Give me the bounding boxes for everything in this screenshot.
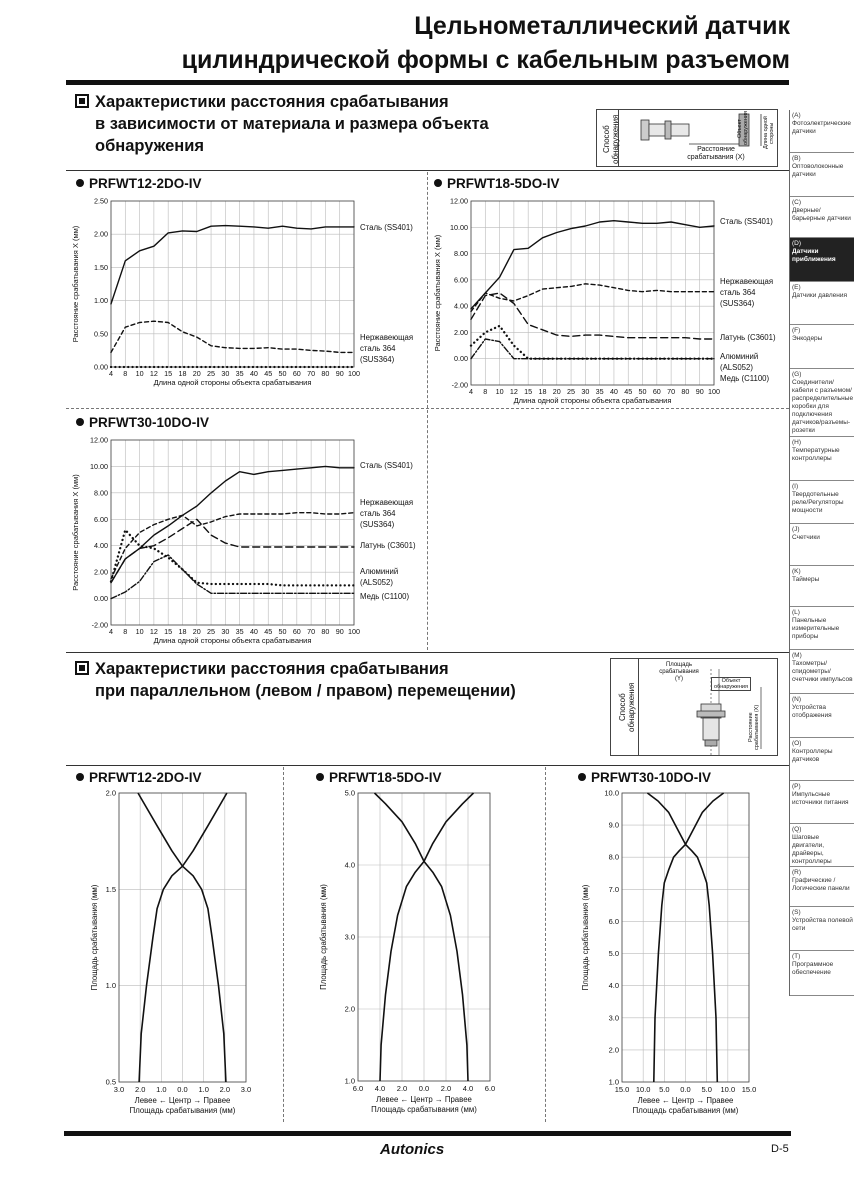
diagram1-side-label: Длина одной стороны [763, 116, 775, 150]
sidebar-item-label: Программное обеспечение [792, 961, 834, 976]
x-tick-label: 80 [321, 369, 330, 378]
x-axis-direction-label: Левее ← Центр → Правее [376, 1095, 472, 1104]
x-axis-direction-label: Левее ← Центр → Правее [134, 1096, 231, 1105]
chart4-title: PRFWT12-2DO-IV [76, 770, 202, 785]
series-label: Алюминий [360, 567, 399, 576]
x-tick-label: 45 [624, 387, 633, 396]
series-label: Медь (C1100) [720, 374, 770, 383]
series-label: (SUS364) [720, 299, 755, 308]
x-tick-label: 10 [495, 387, 504, 396]
y-tick-label: 5.0 [344, 788, 355, 798]
x-tick-label: 6.0 [352, 1084, 364, 1093]
x-tick-label: 3.0 [240, 1085, 252, 1094]
sidebar-item[interactable] [790, 694, 854, 738]
y-tick-label: 6.0 [608, 916, 619, 926]
sidebar-item[interactable] [790, 824, 854, 867]
y-tick-label: 1.0 [344, 1076, 355, 1086]
x-tick-label: 100 [708, 387, 720, 396]
sidebar-item[interactable] [790, 524, 854, 566]
series-label: Латунь (C3601) [720, 333, 776, 342]
sidebar-item-code: (I) [792, 483, 799, 490]
x-tick-label: 90 [335, 627, 344, 636]
x-tick-label: 60 [292, 627, 301, 636]
x-tick-label: 40 [609, 387, 618, 396]
x-tick-label: 10 [135, 369, 144, 378]
y-tick-label: 0.00 [94, 362, 108, 372]
x-tick-label: 15.0 [741, 1085, 757, 1094]
sidebar-nav [789, 110, 854, 996]
x-tick-label: 12 [509, 387, 518, 396]
x-tick-label: 2.0 [134, 1085, 146, 1094]
x-tick-label: 0.0 [680, 1085, 691, 1094]
y-tick-label: 4.0 [608, 981, 619, 991]
series-label: Сталь (SS401) [360, 461, 413, 470]
y-tick-label: 2.0 [105, 788, 116, 798]
diagram2-method-label: Способ обнаружения [618, 682, 636, 732]
sidebar-item-label: Температурные контроллеры [792, 447, 840, 462]
x-tick-label: 35 [235, 369, 244, 378]
section2-heading [75, 658, 516, 702]
sidebar-item-code: (D) [792, 240, 802, 247]
page-title-line1: Цельнометаллический датчик [414, 12, 790, 40]
diagram1-method-label: Способ обнаружения [602, 114, 620, 164]
grid-divider-v3 [283, 767, 284, 1122]
x-tick-label: 25 [207, 369, 216, 378]
chart2-title: PRFWT18-5DO-IV [434, 176, 560, 191]
x-tick-label: 4 [109, 627, 113, 636]
series-label: (SUS364) [360, 520, 395, 529]
grid-divider-v4 [545, 767, 546, 1122]
series-line [471, 339, 714, 359]
x-tick-label: 90 [335, 369, 344, 378]
sidebar-item-code: (Q) [792, 826, 802, 833]
chart6-plot [548, 786, 788, 1121]
sidebar-item-code: (B) [792, 155, 801, 162]
chart4-plot [66, 786, 282, 1121]
y-tick-label: 3.0 [344, 932, 355, 942]
x-tick-label: 60 [652, 387, 661, 396]
series-label: (ALS052) [720, 363, 753, 372]
sidebar-item[interactable] [790, 238, 854, 282]
diagram2-area-label: Площадь срабатывания (Y) [659, 662, 699, 682]
y-tick-label: 2.50 [94, 196, 108, 206]
y-tick-label: 1.00 [94, 296, 108, 306]
sidebar-item[interactable] [790, 566, 854, 607]
sidebar-item[interactable] [790, 738, 854, 781]
y-tick-label: 8.0 [608, 852, 619, 862]
chart5-plot [286, 786, 544, 1121]
y-tick-label: 12.00 [450, 196, 468, 206]
sidebar-item-label: Соединители/кабели с разъемом/распределительные коробки для подключения датчиков/разъемы-розетки [792, 379, 854, 434]
x-tick-label: 50 [278, 369, 287, 378]
y-tick-label: 6.00 [94, 514, 108, 524]
section1-diagram [596, 109, 778, 167]
x-tick-label: 0.0 [177, 1085, 188, 1094]
y-tick-label: 4.00 [454, 301, 468, 311]
x-tick-label: 12 [149, 627, 158, 636]
x-tick-label: 10.0 [635, 1085, 651, 1094]
series-line [111, 555, 354, 599]
square-bullet-icon [75, 94, 89, 108]
y-tick-label: 2.00 [454, 327, 468, 337]
x-tick-label: 20 [192, 369, 201, 378]
series-label: Нержавеющая [360, 498, 414, 507]
sidebar-item-code: (A) [792, 112, 801, 119]
section2-title-line2: при параллельном (левом / правом) перемещении) [95, 682, 516, 700]
x-axis-label: Площадь срабатывания (мм) [632, 1106, 739, 1115]
y-tick-label: 0.5 [105, 1077, 116, 1087]
x-tick-label: 80 [681, 387, 690, 396]
y-tick-label: 7.0 [608, 884, 619, 894]
sidebar-item-label: Устройства полевой сети [792, 917, 853, 932]
x-tick-label: 70 [307, 369, 316, 378]
y-axis-label: Расстояние срабатывания X (мм) [71, 474, 80, 591]
series-line [111, 226, 354, 304]
x-tick-label: 8 [483, 387, 488, 396]
y-axis-label: Площадь срабатывания (мм) [90, 884, 99, 991]
x-tick-label: 8 [123, 627, 128, 636]
series-label: (ALS052) [360, 578, 393, 587]
square-bullet-icon [75, 661, 89, 675]
y-tick-label: 1.50 [94, 262, 108, 272]
sidebar-item-label: Тахометры/спидометры/счетчики импульсов [792, 660, 853, 683]
series-label: сталь 364 [360, 509, 396, 518]
x-tick-label: 90 [695, 387, 704, 396]
footer-rule [64, 1131, 791, 1136]
sidebar-item-label: Таймеры [792, 576, 820, 583]
x-tick-label: 2.0 [219, 1085, 231, 1094]
section1-title-line1: Характеристики расстояния срабатывания [95, 93, 449, 111]
y-tick-label: 4.00 [94, 541, 108, 551]
series-label: Сталь (SS401) [720, 217, 773, 226]
section1-title-line2: в зависимости от материала и размера объекта [95, 115, 489, 133]
x-axis-label: Длина одной стороны объекта срабатывания [153, 378, 312, 387]
sidebar-item-label: Фотоэлектрические датчики [792, 120, 851, 135]
x-tick-label: 100 [348, 627, 360, 636]
x-tick-label: 40 [249, 627, 258, 636]
x-tick-label: 5.0 [701, 1085, 712, 1094]
x-tick-label: 80 [321, 627, 330, 636]
y-tick-label: 2.00 [94, 567, 108, 577]
section2-charts-rule [66, 765, 789, 766]
x-tick-label: 8 [123, 369, 128, 378]
series-line [111, 466, 354, 582]
header-rule [66, 80, 789, 85]
x-tick-label: 50 [638, 387, 647, 396]
diagram2-distance-label: Расстояние срабатывания (X) [748, 704, 760, 750]
x-tick-label: 15.0 [614, 1085, 630, 1094]
x-tick-label: 6.0 [484, 1084, 496, 1093]
section2-rule [66, 652, 789, 653]
y-tick-label: 1.0 [105, 981, 116, 991]
y-tick-label: -2.00 [91, 620, 108, 630]
sidebar-item-label: Энкодеры [792, 335, 823, 342]
x-tick-label: 2.0 [396, 1084, 408, 1093]
x-tick-label: 18 [178, 369, 187, 378]
sidebar-item-code: (K) [792, 568, 801, 575]
sidebar-item-code: (F) [792, 327, 801, 334]
x-tick-label: 30 [581, 387, 590, 396]
sidebar-item[interactable] [790, 437, 854, 481]
x-tick-label: 30 [221, 369, 230, 378]
sidebar-item-label: Датчики приближения [792, 248, 836, 263]
y-tick-label: 0.50 [94, 329, 108, 339]
series-label: сталь 364 [360, 344, 396, 353]
sidebar-item[interactable] [790, 197, 854, 238]
x-axis-direction-label: Левее ← Центр → Правее [637, 1096, 734, 1105]
x-tick-label: 35 [235, 627, 244, 636]
x-tick-label: 20 [192, 627, 201, 636]
sidebar-item-label: Твердотельные реле/Регуляторы мощности [792, 491, 844, 514]
series-label: Медь (C1100) [360, 592, 410, 601]
x-tick-label: 4 [469, 387, 473, 396]
y-tick-label: 3.0 [608, 1013, 619, 1023]
section1-heading [75, 91, 489, 157]
x-tick-label: 18 [178, 627, 187, 636]
series-label: Латунь (C3601) [360, 541, 416, 550]
x-axis-label: Площадь срабатывания (мм) [371, 1105, 477, 1114]
series-line [111, 321, 354, 352]
page-title-line2: цилиндрической формы с кабельным разъемом [181, 46, 790, 74]
sidebar-item-label: Счетчики [792, 534, 820, 541]
y-tick-label: 0.00 [94, 594, 108, 604]
sidebar-item-label: Оптоволоконные датчики [792, 163, 844, 178]
x-tick-label: 70 [307, 627, 316, 636]
sidebar-item[interactable] [790, 951, 854, 996]
y-tick-label: 1.0 [608, 1077, 619, 1087]
x-tick-label: 4.0 [462, 1084, 474, 1093]
x-tick-label: 45 [264, 627, 273, 636]
x-tick-label: 60 [292, 369, 301, 378]
sidebar-item-code: (R) [792, 869, 802, 876]
x-tick-label: 25 [567, 387, 576, 396]
x-tick-label: 4.0 [374, 1084, 386, 1093]
series-label: Сталь (SS401) [360, 223, 413, 232]
chart3-title: PRFWT30-10DO-IV [76, 415, 209, 430]
sidebar-item-label: Контроллеры датчиков [792, 748, 833, 763]
sidebar-item-code: (P) [792, 783, 801, 790]
series-line [139, 793, 227, 1082]
section1-title-line3: обнаружения [95, 137, 205, 155]
sidebar-item-code: (J) [792, 526, 800, 533]
sidebar-item[interactable] [790, 153, 854, 197]
x-tick-label: 1.0 [156, 1085, 167, 1094]
sidebar-item-code: (L) [792, 609, 800, 616]
series-label: Алюминий [720, 352, 759, 361]
y-tick-label: 2.0 [344, 1004, 355, 1014]
sidebar-item-label: Устройства отображения [792, 704, 832, 719]
x-tick-label: 2.0 [440, 1084, 452, 1093]
y-tick-label: -2.00 [451, 380, 468, 390]
x-tick-label: 10 [135, 627, 144, 636]
plot-frame [471, 201, 714, 385]
series-label: Нержавеющая [360, 333, 414, 342]
y-tick-label: 8.00 [454, 249, 468, 259]
sidebar-item-label: Импульсные источники питания [792, 791, 849, 806]
y-tick-label: 12.00 [90, 435, 108, 445]
series-line [471, 284, 714, 312]
x-tick-label: 100 [348, 369, 360, 378]
series-line [471, 221, 714, 309]
diagram1-distance-label: Расстояние срабатывания (X) [687, 146, 745, 161]
y-tick-label: 9.0 [608, 820, 619, 830]
sidebar-item-label: Панельные измерительные приборы [792, 617, 840, 640]
grid-divider-v2 [427, 410, 428, 650]
y-tick-label: 0.00 [454, 354, 468, 364]
series-label: Нержавеющая [720, 277, 774, 286]
y-tick-label: 6.00 [454, 275, 468, 285]
x-axis-label: Площадь срабатывания (мм) [129, 1106, 236, 1115]
sidebar-item-code: (S) [792, 909, 801, 916]
series-line [471, 326, 714, 359]
x-tick-label: 15 [164, 627, 173, 636]
sidebar-item-code: (H) [792, 439, 802, 446]
y-tick-label: 8.00 [94, 488, 108, 498]
y-axis-label: Расстояние срабатывания X (мм) [433, 234, 442, 352]
chart2-plot [428, 193, 788, 411]
sidebar-item-code: (C) [792, 199, 802, 206]
sidebar-item[interactable] [790, 907, 854, 951]
y-tick-label: 10.0 [604, 788, 619, 798]
x-tick-label: 12 [149, 369, 158, 378]
sidebar-item-code: (G) [792, 371, 802, 378]
sidebar-item-code: (O) [792, 740, 802, 747]
x-tick-label: 20 [552, 387, 561, 396]
page-number: D-5 [771, 1143, 789, 1155]
sidebar-item-label: Шаговые двигатели, драйверы, контроллеры [792, 834, 832, 865]
sidebar-item[interactable] [790, 607, 854, 650]
series-line [138, 793, 226, 1082]
sidebar-item[interactable] [790, 867, 854, 907]
chart1-title: PRFWT12-2DO-IV [76, 176, 202, 191]
x-tick-label: 35 [595, 387, 604, 396]
section2-diagram [610, 658, 778, 756]
diagram2-object-label: Объект обнаружения [711, 677, 751, 691]
chart3-plot [66, 432, 426, 654]
sidebar-item-label: Дверные/барьерные датчики [792, 207, 851, 222]
brand-logo: Autonics [380, 1141, 445, 1158]
sidebar-item[interactable] [790, 369, 854, 437]
x-tick-label: 30 [221, 627, 230, 636]
series-line [111, 530, 354, 586]
sidebar-item[interactable] [790, 282, 854, 325]
x-tick-label: 4 [109, 369, 113, 378]
sidebar-item-label: Датчики давления [792, 292, 848, 299]
x-tick-label: 25 [207, 627, 216, 636]
x-axis-label: Длина одной стороны объекта срабатывания [513, 396, 672, 405]
y-tick-label: 1.5 [105, 884, 116, 894]
y-tick-label: 2.00 [94, 229, 108, 239]
x-tick-label: 10.0 [720, 1085, 736, 1094]
y-axis-label: Площадь срабатывания (мм) [319, 884, 328, 990]
x-tick-label: 45 [264, 369, 273, 378]
x-tick-label: 70 [667, 387, 676, 396]
x-tick-label: 15 [164, 369, 173, 378]
x-tick-label: 0.0 [418, 1084, 430, 1093]
x-tick-label: 3.0 [113, 1085, 125, 1094]
x-tick-label: 50 [278, 627, 287, 636]
y-axis-label: Площадь срабатывания (мм) [581, 884, 590, 991]
chart6-title: PRFWT30-10DO-IV [578, 770, 711, 785]
chart1-plot [66, 193, 426, 393]
x-tick-label: 40 [249, 369, 258, 378]
x-axis-label: Длина одной стороны объекта срабатывания [153, 636, 312, 645]
sidebar-item[interactable] [790, 110, 854, 153]
sidebar-item[interactable] [790, 481, 854, 524]
y-tick-label: 5.0 [608, 949, 619, 959]
x-tick-label: 1.0 [198, 1085, 209, 1094]
series-label: сталь 364 [720, 288, 756, 297]
x-tick-label: 5.0 [659, 1085, 670, 1094]
diagram1-object-label: Объект обнаружения [737, 111, 749, 145]
chart5-title: PRFWT18-5DO-IV [316, 770, 442, 785]
series-label: (SUS364) [360, 355, 395, 364]
sidebar-item-code: (N) [792, 696, 802, 703]
section2-title-line1: Характеристики расстояния срабатывания [95, 660, 449, 678]
sidebar-item-code: (M) [792, 652, 802, 659]
sidebar-item-label: Графические / Логические панели [792, 877, 850, 892]
y-tick-label: 10.00 [450, 222, 468, 232]
section1-rule [66, 170, 789, 171]
y-tick-label: 4.0 [344, 860, 355, 870]
x-tick-label: 15 [524, 387, 533, 396]
y-tick-label: 10.00 [90, 461, 108, 471]
sidebar-item-code: (T) [792, 953, 801, 960]
sidebar-item[interactable] [790, 781, 854, 824]
y-tick-label: 2.0 [608, 1045, 619, 1055]
sidebar-item[interactable] [790, 325, 854, 369]
sidebar-item-code: (E) [792, 284, 801, 291]
y-axis-label: Расстояние срабатывания X (мм) [71, 225, 80, 343]
sidebar-item[interactable] [790, 650, 854, 694]
x-tick-label: 18 [538, 387, 547, 396]
